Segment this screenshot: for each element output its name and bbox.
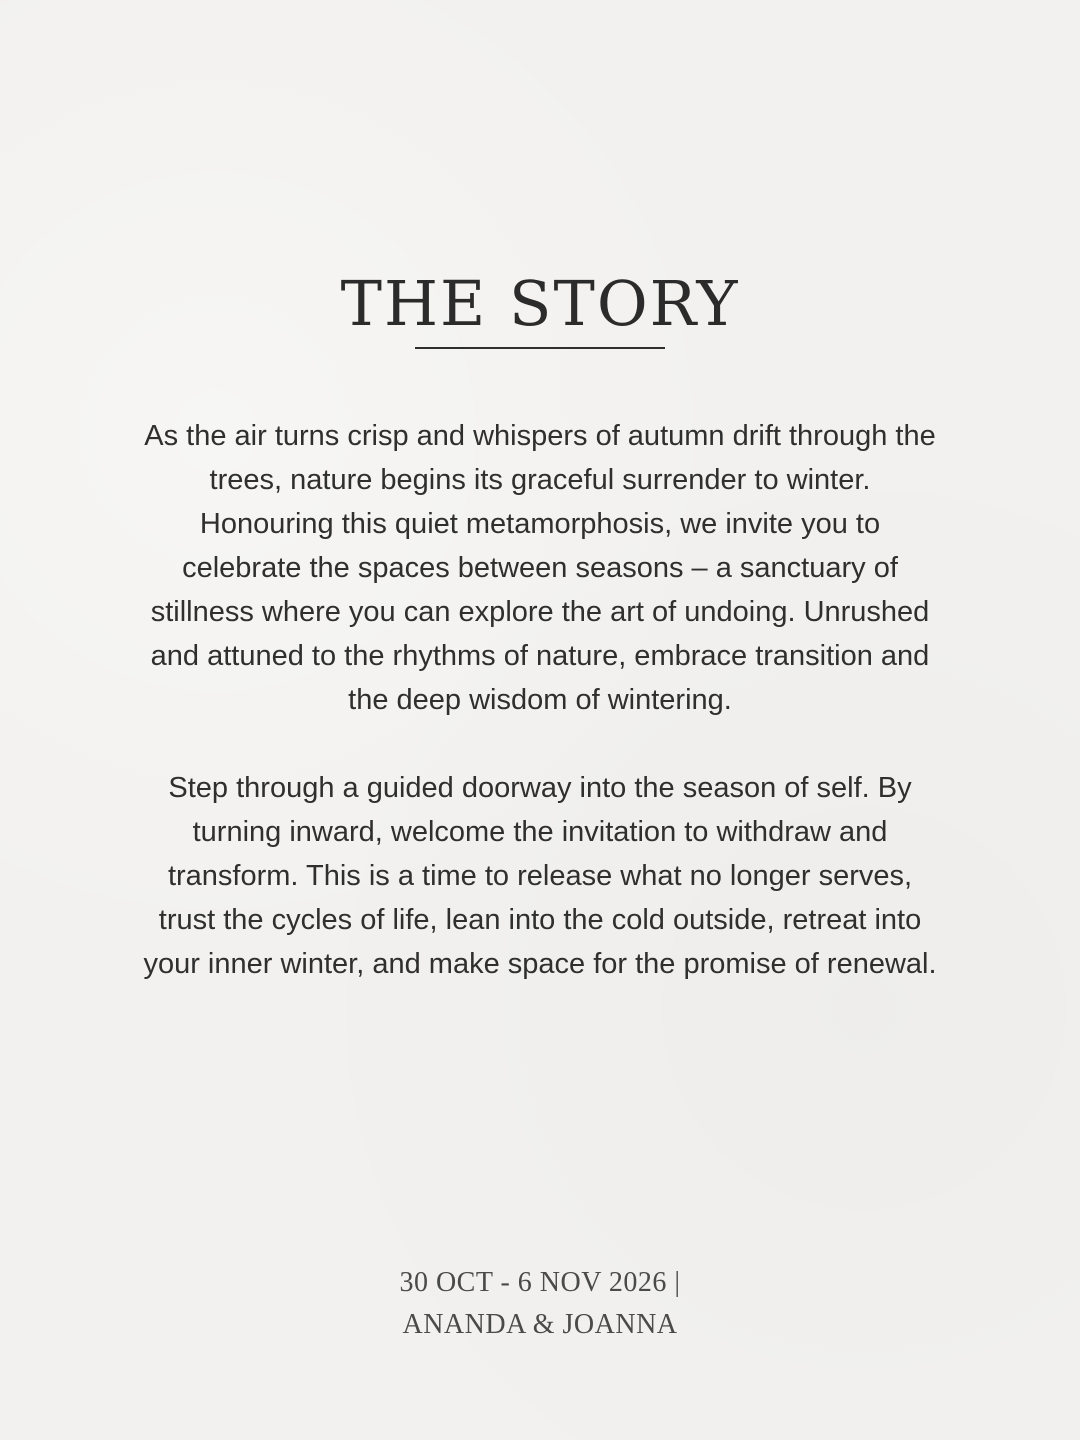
- story-text: [140, 414, 940, 986]
- story-paragraph-2: Step through a guided doorway into the season of self. By turning inward, welcome the invitation to withdraw and transform. This is a time to release what no longer serves, trust the cycles of life, lean into the cold outside, retreat into your inner winter, and make space for the promise of renewal.: [143, 772, 937, 980]
- page-title: THE STORY: [340, 266, 740, 340]
- title-divider: [415, 347, 665, 349]
- event-details: [0, 1262, 1080, 1346]
- event-dates: 30 OCT - 6 NOV 2026 |: [399, 1267, 681, 1298]
- event-hosts: ANANDA & JOANNA: [402, 1309, 678, 1340]
- story-paragraph-1: As the air turns crisp and whispers of autumn drift through the trees, nature begins its graceful surrender to winter. Honouring this quiet metamorphosis, we invite you to celebrate the spaces between seasons – a sanctuary of stillness where you can explore the art of undoing. Unrushed and attuned to the rhythms of nature, embrace transition and the deep wisdom of wintering.: [144, 420, 936, 716]
